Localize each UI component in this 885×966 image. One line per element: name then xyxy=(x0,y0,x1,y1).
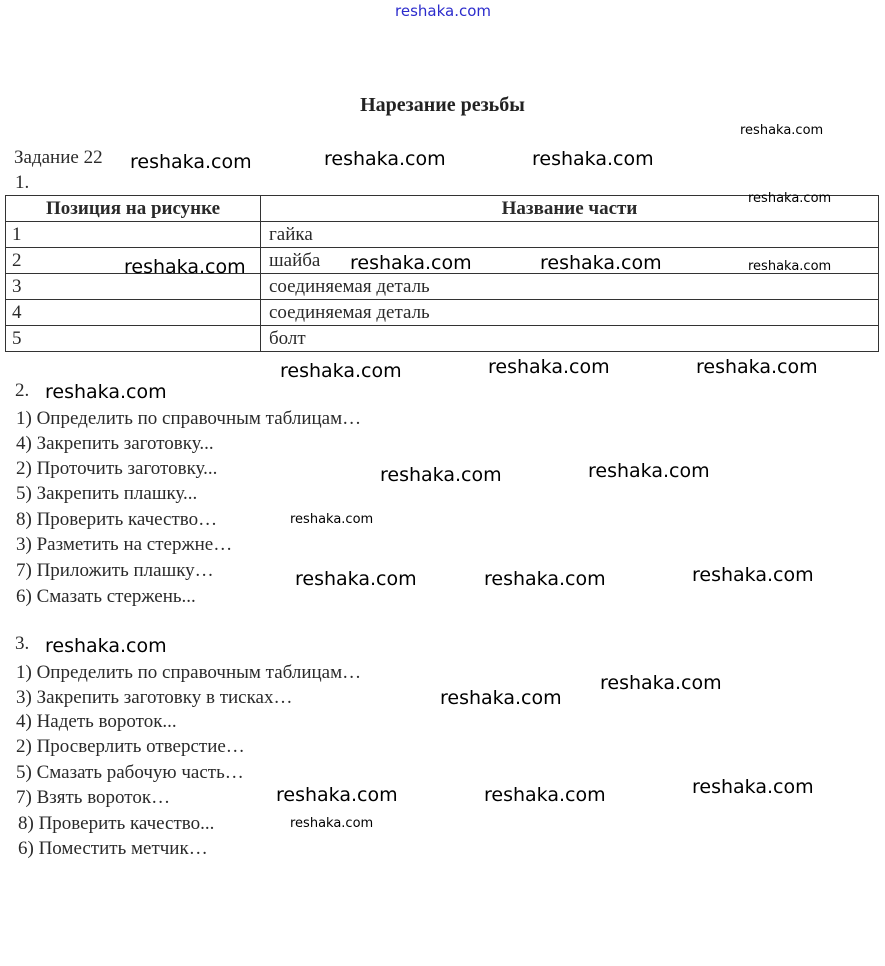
list-item: 2) Проточить заготовку... xyxy=(16,458,218,479)
watermark: reshaka.com xyxy=(124,256,246,278)
watermark: reshaka.com xyxy=(748,191,832,206)
watermark: reshaka.com xyxy=(696,356,818,378)
cell-part-name: гайка xyxy=(261,222,879,248)
watermark: reshaka.com xyxy=(484,568,606,590)
watermark: reshaka.com xyxy=(295,568,417,590)
header-link[interactable]: reshaka.com xyxy=(395,2,491,20)
list-item: 2) Просверлить отверстие… xyxy=(16,736,245,757)
list-item: 6) Смазать стержень... xyxy=(16,586,196,607)
list-item: 1) Определить по справочным таблицам… xyxy=(16,408,362,429)
task-label: Задание 22 xyxy=(14,147,103,168)
page-title: Нарезание резьбы xyxy=(360,94,525,116)
list-item: 4) Надеть вороток... xyxy=(16,711,177,732)
section-2-number: 2. xyxy=(15,380,30,401)
section-1-number: 1. xyxy=(15,172,30,193)
list-item: 3) Разметить на стержне… xyxy=(16,534,233,555)
column-header-position: Позиция на рисунке xyxy=(6,196,261,222)
watermark: reshaka.com xyxy=(740,123,824,138)
table-row xyxy=(6,300,879,326)
watermark: reshaka.com xyxy=(380,464,502,486)
watermark: reshaka.com xyxy=(45,635,167,657)
watermark: reshaka.com xyxy=(692,776,814,798)
cell-part-name: соединяемая деталь xyxy=(261,300,879,326)
list-item: 7) Взять вороток… xyxy=(16,787,171,808)
watermark: reshaka.com xyxy=(280,360,402,382)
watermark: reshaka.com xyxy=(600,672,722,694)
watermark: reshaka.com xyxy=(290,816,374,831)
watermark: reshaka.com xyxy=(290,512,374,527)
list-item: 5) Закрепить плашку... xyxy=(16,483,198,504)
cell-position: 3 xyxy=(6,274,261,300)
list-item: 5) Смазать рабочую часть… xyxy=(16,762,244,783)
table-row xyxy=(6,222,879,248)
cell-position: 2 xyxy=(6,248,261,274)
cell-part-name: болт xyxy=(261,326,879,352)
list-item: 7) Приложить плашку… xyxy=(16,560,214,581)
cell-part-name: соединяемая деталь xyxy=(261,274,879,300)
list-item: 3) Закрепить заготовку в тисках… xyxy=(16,687,293,708)
list-item: 4) Закрепить заготовку... xyxy=(16,433,214,454)
watermark: reshaka.com xyxy=(276,784,398,806)
table-row xyxy=(6,326,879,352)
watermark: reshaka.com xyxy=(488,356,610,378)
cell-position: 1 xyxy=(6,222,261,248)
cell-part-name: шайба xyxy=(261,248,879,274)
watermark: reshaka.com xyxy=(484,784,606,806)
section-3-number: 3. xyxy=(15,633,30,654)
watermark: reshaka.com xyxy=(45,381,167,403)
column-header-part-name: Название части xyxy=(261,196,879,222)
cell-position: 5 xyxy=(6,326,261,352)
watermark: reshaka.com xyxy=(588,460,710,482)
list-item: 8) Проверить качество... xyxy=(18,813,215,834)
watermark: reshaka.com xyxy=(692,564,814,586)
watermark: reshaka.com xyxy=(130,151,252,173)
watermark: reshaka.com xyxy=(748,259,832,274)
watermark: reshaka.com xyxy=(440,687,562,709)
list-item: 8) Проверить качество… xyxy=(16,509,218,530)
watermark: reshaka.com xyxy=(532,148,654,170)
cell-position: 4 xyxy=(6,300,261,326)
list-item: 1) Определить по справочным таблицам… xyxy=(16,662,362,683)
watermark: reshaka.com xyxy=(350,252,472,274)
watermark: reshaka.com xyxy=(324,148,446,170)
list-item: 6) Поместить метчик… xyxy=(18,838,208,859)
watermark: reshaka.com xyxy=(540,252,662,274)
